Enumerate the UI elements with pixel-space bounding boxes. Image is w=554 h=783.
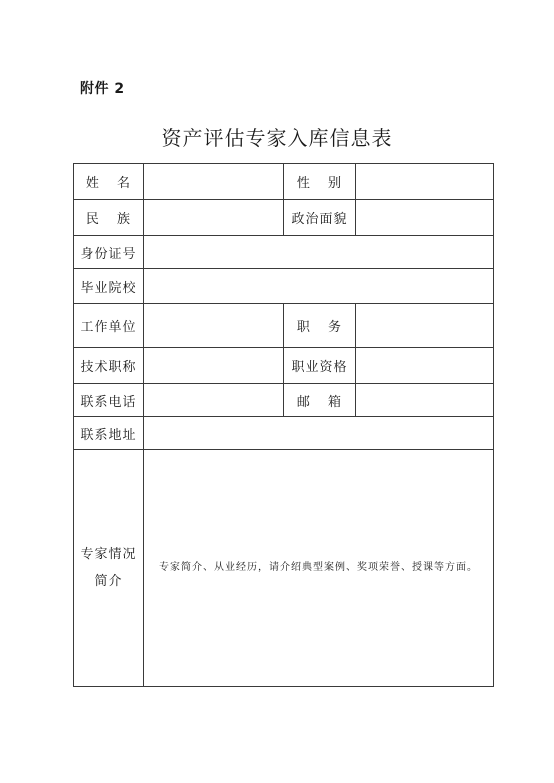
id-number-value-cell (144, 236, 494, 269)
gender-value-cell (356, 164, 494, 200)
ethnicity-label-cell (74, 200, 144, 236)
employer-value-cell (144, 304, 284, 348)
school-label: 毕业院校 (80, 280, 137, 296)
id-number-label-cell (74, 236, 144, 269)
school-value-cell (144, 269, 494, 304)
document-title: 资产评估专家入库信息表 (161, 126, 393, 150)
tech-title-label-cell (74, 348, 144, 384)
political-status-label: 政治面貌 (291, 212, 348, 227)
profile-hint: 专家简介、从业经历，请介绍典型案例、奖项荣誉、授课等方面。 (159, 562, 478, 573)
table-row (74, 450, 494, 687)
table-row (74, 200, 494, 236)
address-label-cell (74, 417, 144, 450)
attachment-label: 附件 2 (80, 81, 125, 97)
position-label: 职 务 (296, 320, 343, 335)
address-value-cell (144, 417, 494, 450)
table-row (74, 348, 494, 384)
profile-label-cell (74, 450, 144, 687)
position-label-cell (284, 304, 356, 348)
ethnicity-label: 民 族 (85, 212, 132, 227)
table-row (74, 164, 494, 200)
expert-info-table (73, 163, 494, 687)
political-status-value-cell (356, 200, 494, 236)
phone-value-cell (144, 384, 284, 417)
qualification-value-cell (356, 348, 494, 384)
employer-label: 工作单位 (80, 320, 137, 335)
table-row (74, 384, 494, 417)
employer-label-cell (74, 304, 144, 348)
phone-label-cell (74, 384, 144, 417)
qualification-label-cell (284, 348, 356, 384)
school-label-cell (74, 269, 144, 304)
email-label-cell (284, 384, 356, 417)
id-number-label: 身份证号 (80, 246, 137, 262)
table-row (74, 236, 494, 269)
table-row (74, 304, 494, 348)
name-value-cell (144, 164, 284, 200)
name-label: 姓 名 (85, 176, 132, 191)
gender-label: 性 别 (296, 176, 343, 191)
profile-label-line1: 专家情况 (80, 547, 137, 562)
position-value-cell (356, 304, 494, 348)
table-row (74, 269, 494, 304)
tech-title-value-cell (144, 348, 284, 384)
email-value-cell (356, 384, 494, 417)
tech-title-label: 技术职称 (80, 360, 137, 375)
table-row (74, 417, 494, 450)
ethnicity-value-cell (144, 200, 284, 236)
qualification-label: 职业资格 (291, 360, 348, 375)
profile-label-line2: 简介 (94, 574, 123, 589)
address-label: 联系地址 (80, 427, 137, 443)
phone-label: 联系电话 (80, 394, 137, 410)
political-status-label-cell (284, 200, 356, 236)
email-label: 邮 箱 (296, 394, 343, 410)
name-label-cell (74, 164, 144, 200)
gender-label-cell (284, 164, 356, 200)
profile-value-cell (144, 450, 494, 687)
